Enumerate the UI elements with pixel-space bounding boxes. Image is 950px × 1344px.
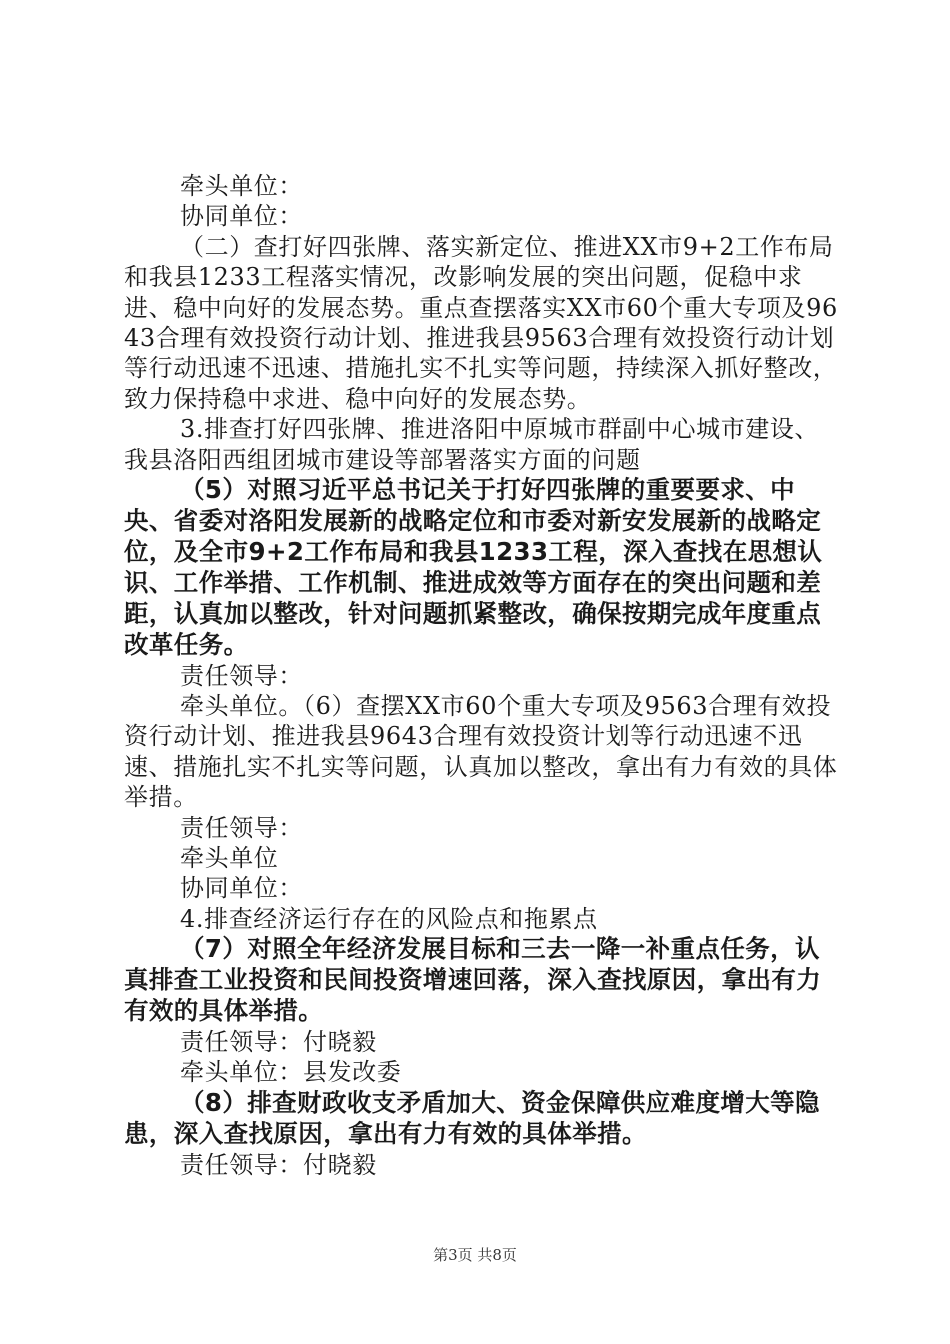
paragraph-item-3-heading: 3.排查打好四张牌、推进洛阳中原城市群副中心城市建设、我县洛阳西组团城市建设等部署落实方面的问题 [124, 415, 820, 474]
paragraph-lead-unit-3: 牵头单位：县发改委 [180, 1058, 402, 1087]
paragraph-responsible-leader-2: 责任领导： [180, 813, 303, 842]
paragraph-section-two: （二）查打好四张牌、落实新定位、推进XX市9+2工作布局和我县1233工程落实情况，改影响发展的突出问题，促稳中求进、稳中向好的发展态势。重点查摆落实XX市60个重大专项及9643合理有效投资行动计划、推进我县9563合理有效投资行动计划等行动迅速不迅速、措施扎实不扎实等问题，持续深入抓好整改，致力保持稳中求进、稳中向好的发展态势。 [124, 232, 838, 413]
paragraph-lead-unit-2: 牵头单位 [180, 843, 279, 872]
paragraph-cooperating-unit-1: 协同单位： [180, 202, 303, 231]
paragraph-item-7: （7）对照全年经济发展目标和三去一降一补重点任务，认真排查工业投资和民间投资增速回落，深入查找原因，拿出有力有效的具体举措。 [124, 934, 822, 1025]
document-body [124, 171, 840, 1180]
paragraph-item-5: （5）对照习近平总书记关于打好四张牌的重要要求、中央、省委对洛阳发展新的战略定位和市委对新安发展新的战略定位，及全市9+2工作布局和我县1233工程，深入查找在思想认识、工作举措、工作机制、推进成效等方面存在的突出问题和差距，认真加以整改，针对问题抓紧整改，确保按期完成年度重点改革任务。 [124, 475, 823, 659]
paragraph-responsible-leader-4: 责任领导：付晓毅 [180, 1150, 377, 1179]
page-footer: 第3页 共8页 [433, 1246, 517, 1264]
paragraph-item-4-heading: 4.排查经济运行存在的风险点和拖累点 [180, 904, 598, 933]
paragraph-lead-unit-1: 牵头单位： [180, 172, 303, 200]
paragraph-cooperating-unit-2: 协同单位： [180, 874, 303, 903]
paragraph-responsible-leader-3: 责任领导：付晓毅 [180, 1027, 377, 1056]
paragraph-item-8: （8）排查财政收支矛盾加大、资金保障供应难度增大等隐患，深入查找原因，拿出有力有效的具体举措。 [124, 1087, 820, 1148]
paragraph-responsible-leader-1: 责任领导： [180, 661, 303, 690]
paragraph-item-6: 牵头单位。（6）查摆XX市60个重大专项及9563合理有效投资行动计划、推进我县9643合理有效投资计划等行动迅速不迅速、措施扎实不扎实等问题，认真加以整改，拿出有力有效的具体举措。 [124, 691, 838, 812]
